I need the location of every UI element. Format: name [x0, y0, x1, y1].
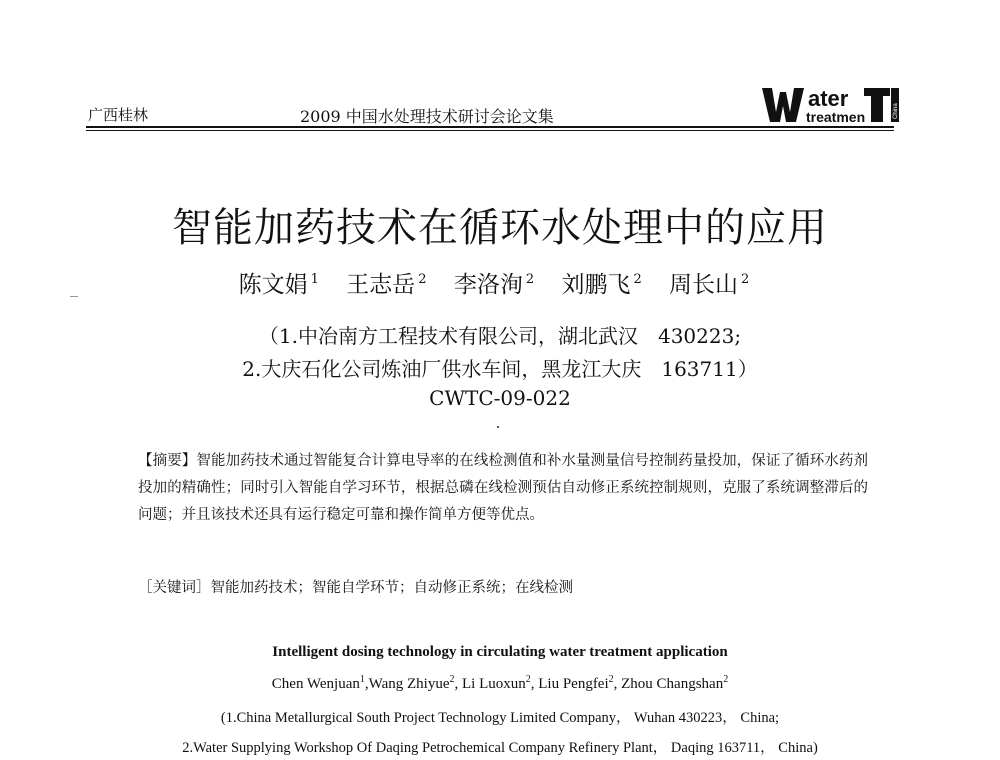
speck	[497, 426, 499, 428]
author-name: 周长山	[669, 272, 739, 298]
header-proceedings: 2009 中国水处理技术研讨会论文集	[300, 107, 554, 126]
logo-text-bottom: treatmen	[806, 109, 866, 125]
en-author-name: Li Luoxun	[461, 676, 526, 692]
paper-title: 智能加药技术在循环水处理中的应用	[172, 205, 828, 251]
affiliation-1: （1.中冶南方工程技术有限公司，湖北武汉 430223;	[258, 324, 742, 348]
author-sup: 2	[525, 272, 535, 288]
english-affiliation-2: 2.Water Supplying Workshop Of Daqing Petrochemical Company Refinery Plant， Daqing 163711， China)	[182, 740, 818, 756]
abstract	[108, 448, 868, 529]
en-author-sup: 2	[449, 674, 455, 685]
english-affiliation-1: (1.China Metallurgical South Project Technology Limited Company， Wuhan 430223， China;	[220, 710, 780, 726]
author-name: 王志岳	[346, 272, 416, 298]
english-title: Intelligent dosing technology in circulating water treatment application	[272, 644, 728, 660]
abstract-text: 【摘要】智能加药技术通过智能复合计算电导率的在线检测值和补水量测量信号控制药量投加，保证了循环水药剂投加的精确性；同时引入智能自学习环节，根据总磷在线检测预估自动修正系统控制规则，克服了系统调整滞后的问题；并且该技术还具有运行稳定可靠和操作简单方便等优点。	[138, 453, 868, 523]
author-list	[0, 266, 1000, 299]
author-sup: 2	[633, 272, 642, 288]
english-author-list: Chen Wenjuan$^1$,Wang Zhiyue$^2$, Li Luoxun$^2$, Liu Pengfei$^2$, Zhou Changshan$^2$	[271, 674, 729, 692]
logo-text-top: ater	[808, 86, 849, 111]
author-sup: 2	[741, 272, 750, 288]
en-author-name: Chen Wenjuan	[271, 676, 360, 692]
water-treatment-logo	[760, 82, 900, 126]
en-author-sup: 2	[723, 674, 729, 685]
en-author-name: Wang Zhiyue	[368, 676, 450, 692]
en-author-sup: 1	[359, 674, 365, 685]
author-name: 刘鹏飞	[561, 272, 631, 298]
en-author-name: Liu Pengfei	[538, 676, 609, 692]
paper-code: CWTC-09-022	[429, 386, 571, 410]
header-location: 广西桂林	[88, 106, 149, 124]
en-author-sup: 2	[608, 674, 614, 685]
author-name: 李洛洵	[453, 272, 523, 298]
affiliation-2: 2.大庆石化公司炼油厂供水车间，黑龙江大庆 163711）	[242, 357, 758, 381]
header-rule-thin	[86, 130, 894, 131]
header-rule	[86, 126, 894, 128]
author-sup: 1	[310, 272, 319, 288]
author-sup: 2	[418, 272, 427, 288]
logo-side-text: China	[893, 103, 899, 119]
en-author-sup: 2	[525, 674, 531, 685]
en-author-name: Zhou Changshan	[621, 676, 724, 692]
author-name: 陈文娟	[238, 272, 308, 298]
keywords: ［关键词］智能加药技术；智能自学环节；自动修正系统；在线检测	[138, 580, 573, 596]
